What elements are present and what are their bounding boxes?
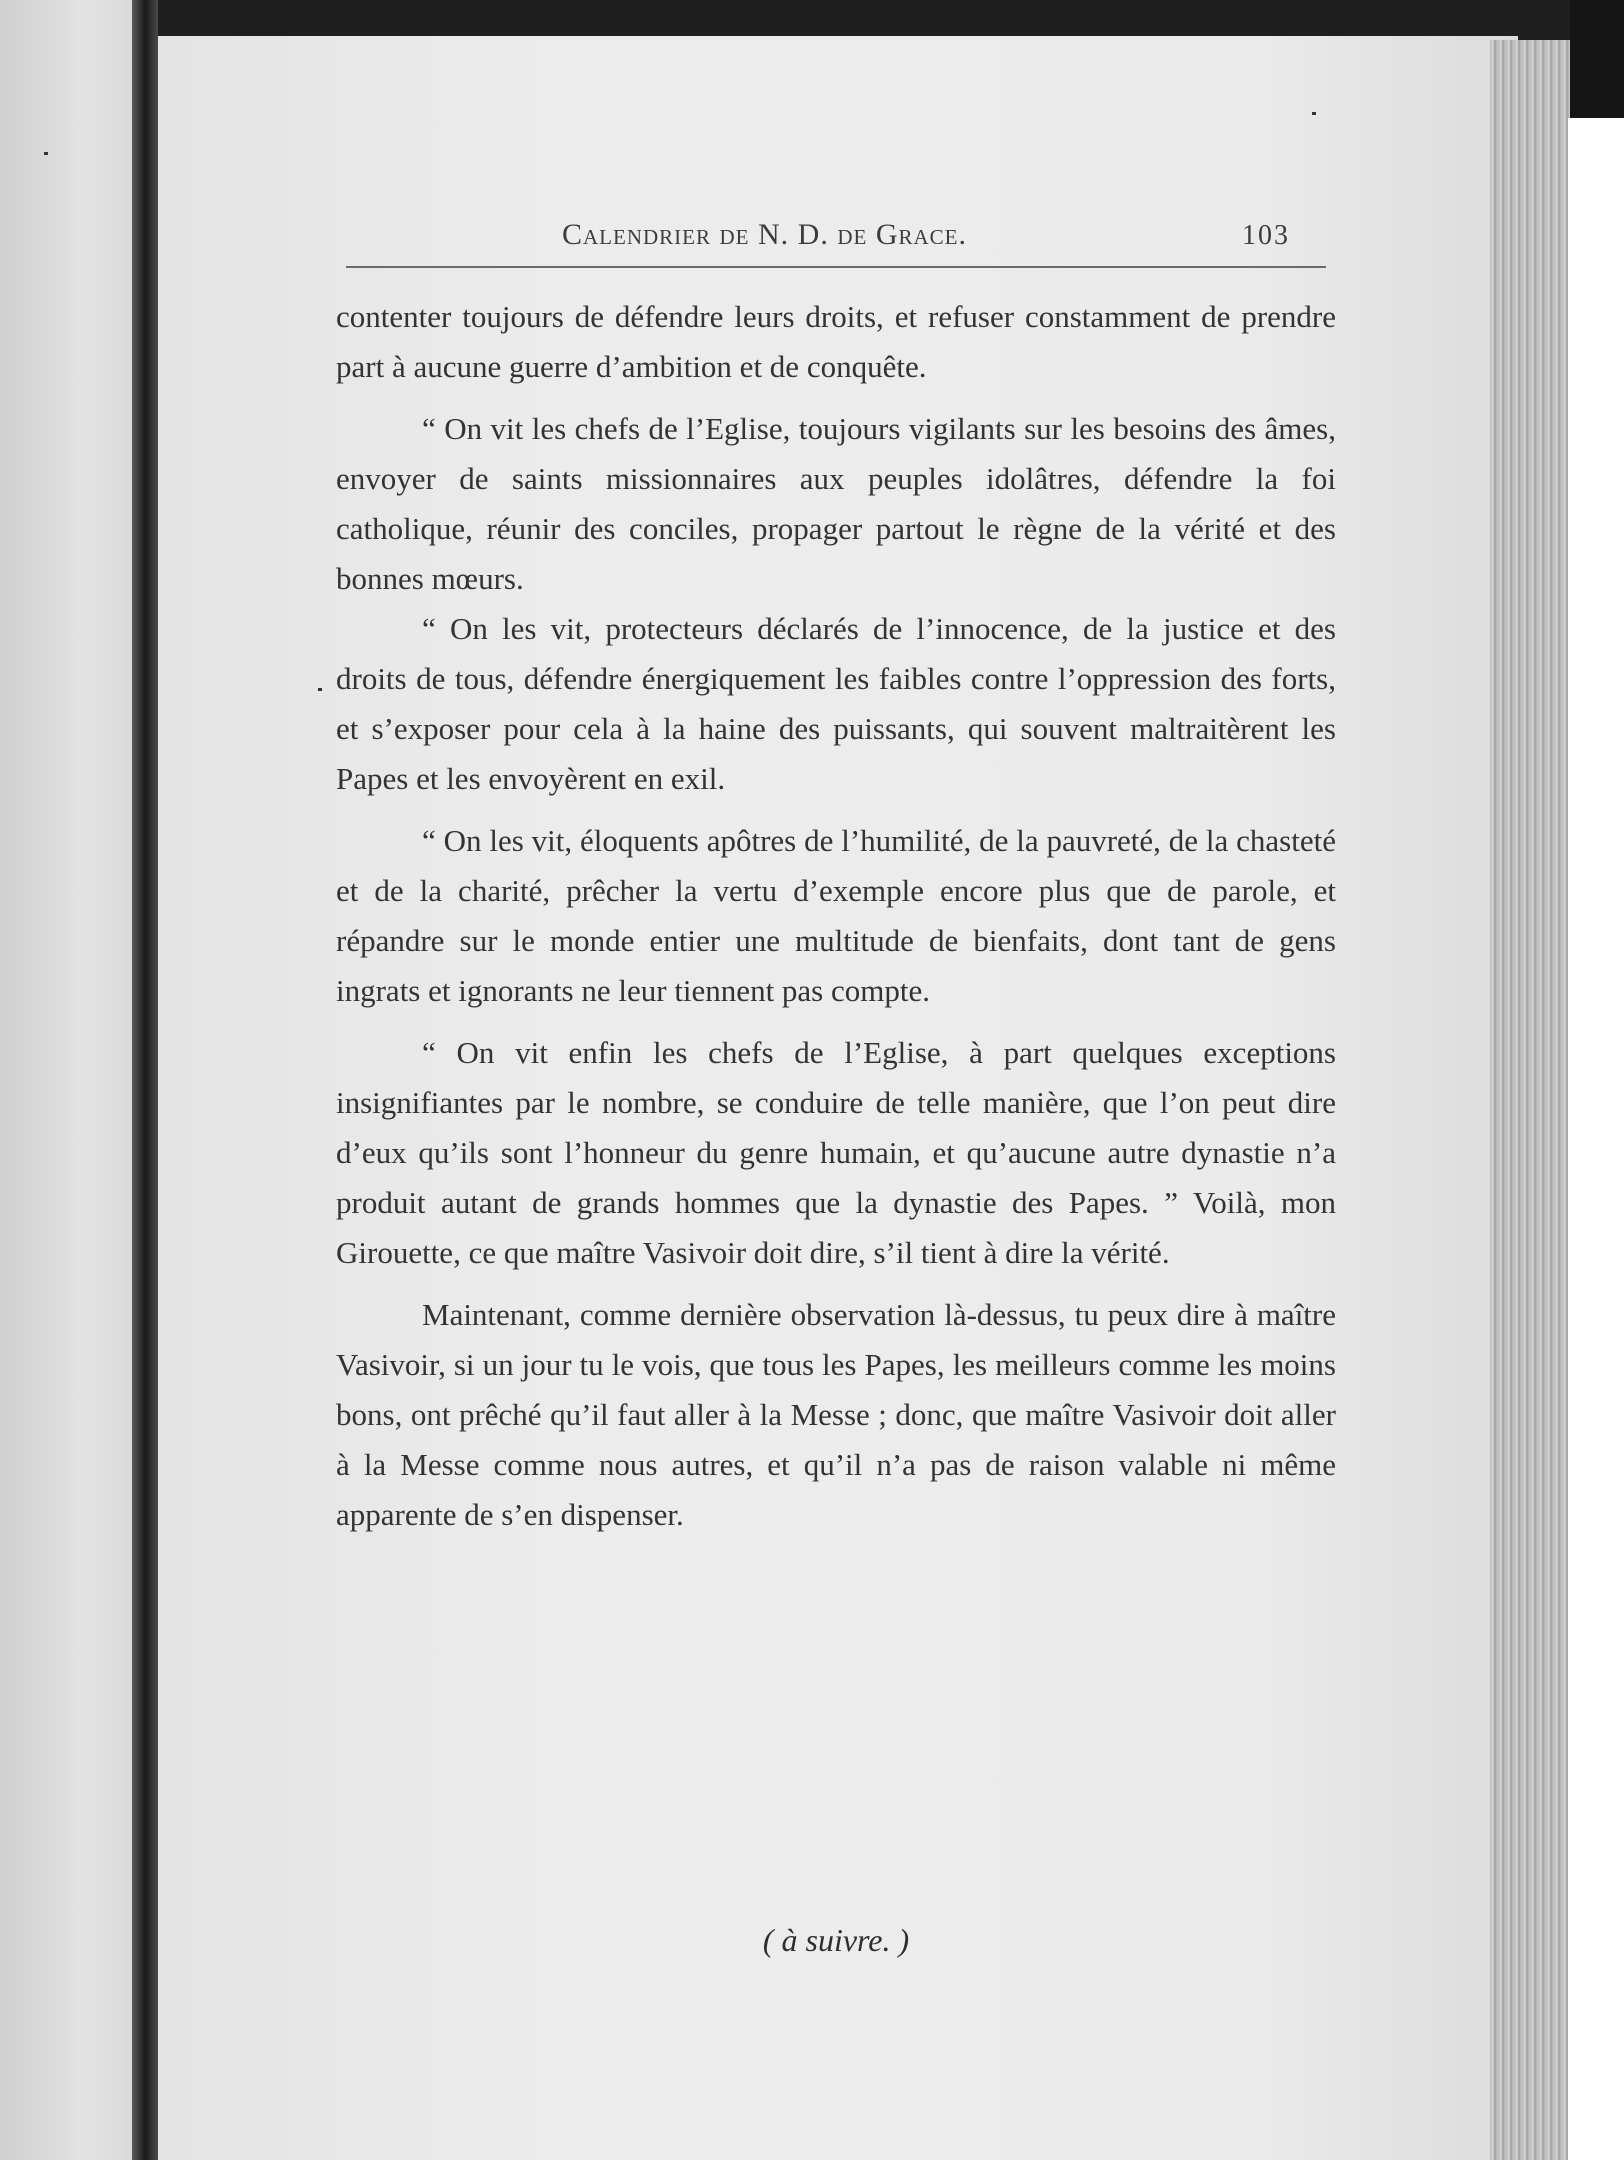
ink-speck [1312, 112, 1316, 115]
ink-speck [318, 688, 322, 691]
paragraph-5: “ On vit enfin les chefs de l’Eglise, à part quelques exceptions insignifiantes par le nombre, se conduire de telle manière, que l’on peut dire d’eux qu’ils sont l’honneur du genre humain, et qu’aucune autre dynastie n’a produit autant de grands hommes que la dynastie des Papes. ” Voilà, mon Girouette, ce que maître Vasivoir doit dire, s’il tient à dire la vérité. [336, 1035, 1336, 1270]
paragraph-3: “ On les vit, protecteurs déclarés de l’innocence, de la justice et des droits de tous, défendre énergiquement les faibles contre l’oppression des forts, et s’exposer pour cela à la haine des puissants, qui souvent maltraitèrent les Papes et les envoyèrent en exil. [336, 611, 1336, 796]
continuation-note: ( à suivre. ) [762, 1922, 910, 1958]
page-stack-edge [1490, 40, 1570, 2160]
body-text [336, 292, 1336, 1540]
ink-speck [44, 152, 48, 155]
paragraph-4: “ On les vit, éloquents apôtres de l’humilité, de la pauvreté, de la chasteté et de la charité, prêcher la vertu d’exemple encore plus que de parole, et répandre sur le monde entier une multitude de bienfaits, dont tant de gens ingrats et ignorants ne leur tiennent pas compte. [336, 823, 1336, 1008]
book-gutter [132, 0, 158, 2160]
running-title: Calendrier de N. D. de Grace. [562, 218, 967, 251]
paragraph-2: “ On vit les chefs de l’Eglise, toujours vigilants sur les besoins des âmes, envoyer de saints missionnaires aux peuples idolâtres, défendre la foi catholique, réunir des conciles, propager partout le règne de la vérité et des bonnes mœurs. [336, 411, 1336, 596]
page-number: 103 [1242, 220, 1290, 251]
next-sheet-edge [1568, 118, 1624, 2160]
running-header [346, 218, 1346, 258]
left-page-edge [0, 0, 140, 2160]
header-rule [346, 266, 1326, 268]
paragraph-6: Maintenant, comme dernière observation là-dessus, tu peux dire à maître Vasivoir, si un jour tu le vois, que tous les Papes, les meilleurs comme les moins bons, ont prêché qu’il faut aller à la Messe ; donc, que maître Vasivoir doit aller à la Messe comme nous autres, et qu’il n’a pas de raison valable ni même apparente de s’en dispenser. [336, 1297, 1336, 1532]
paragraph-1: contenter toujours de défendre leurs droits, et refuser constamment de prendre part à aucune guerre d’ambition et de conquête. [336, 299, 1336, 384]
